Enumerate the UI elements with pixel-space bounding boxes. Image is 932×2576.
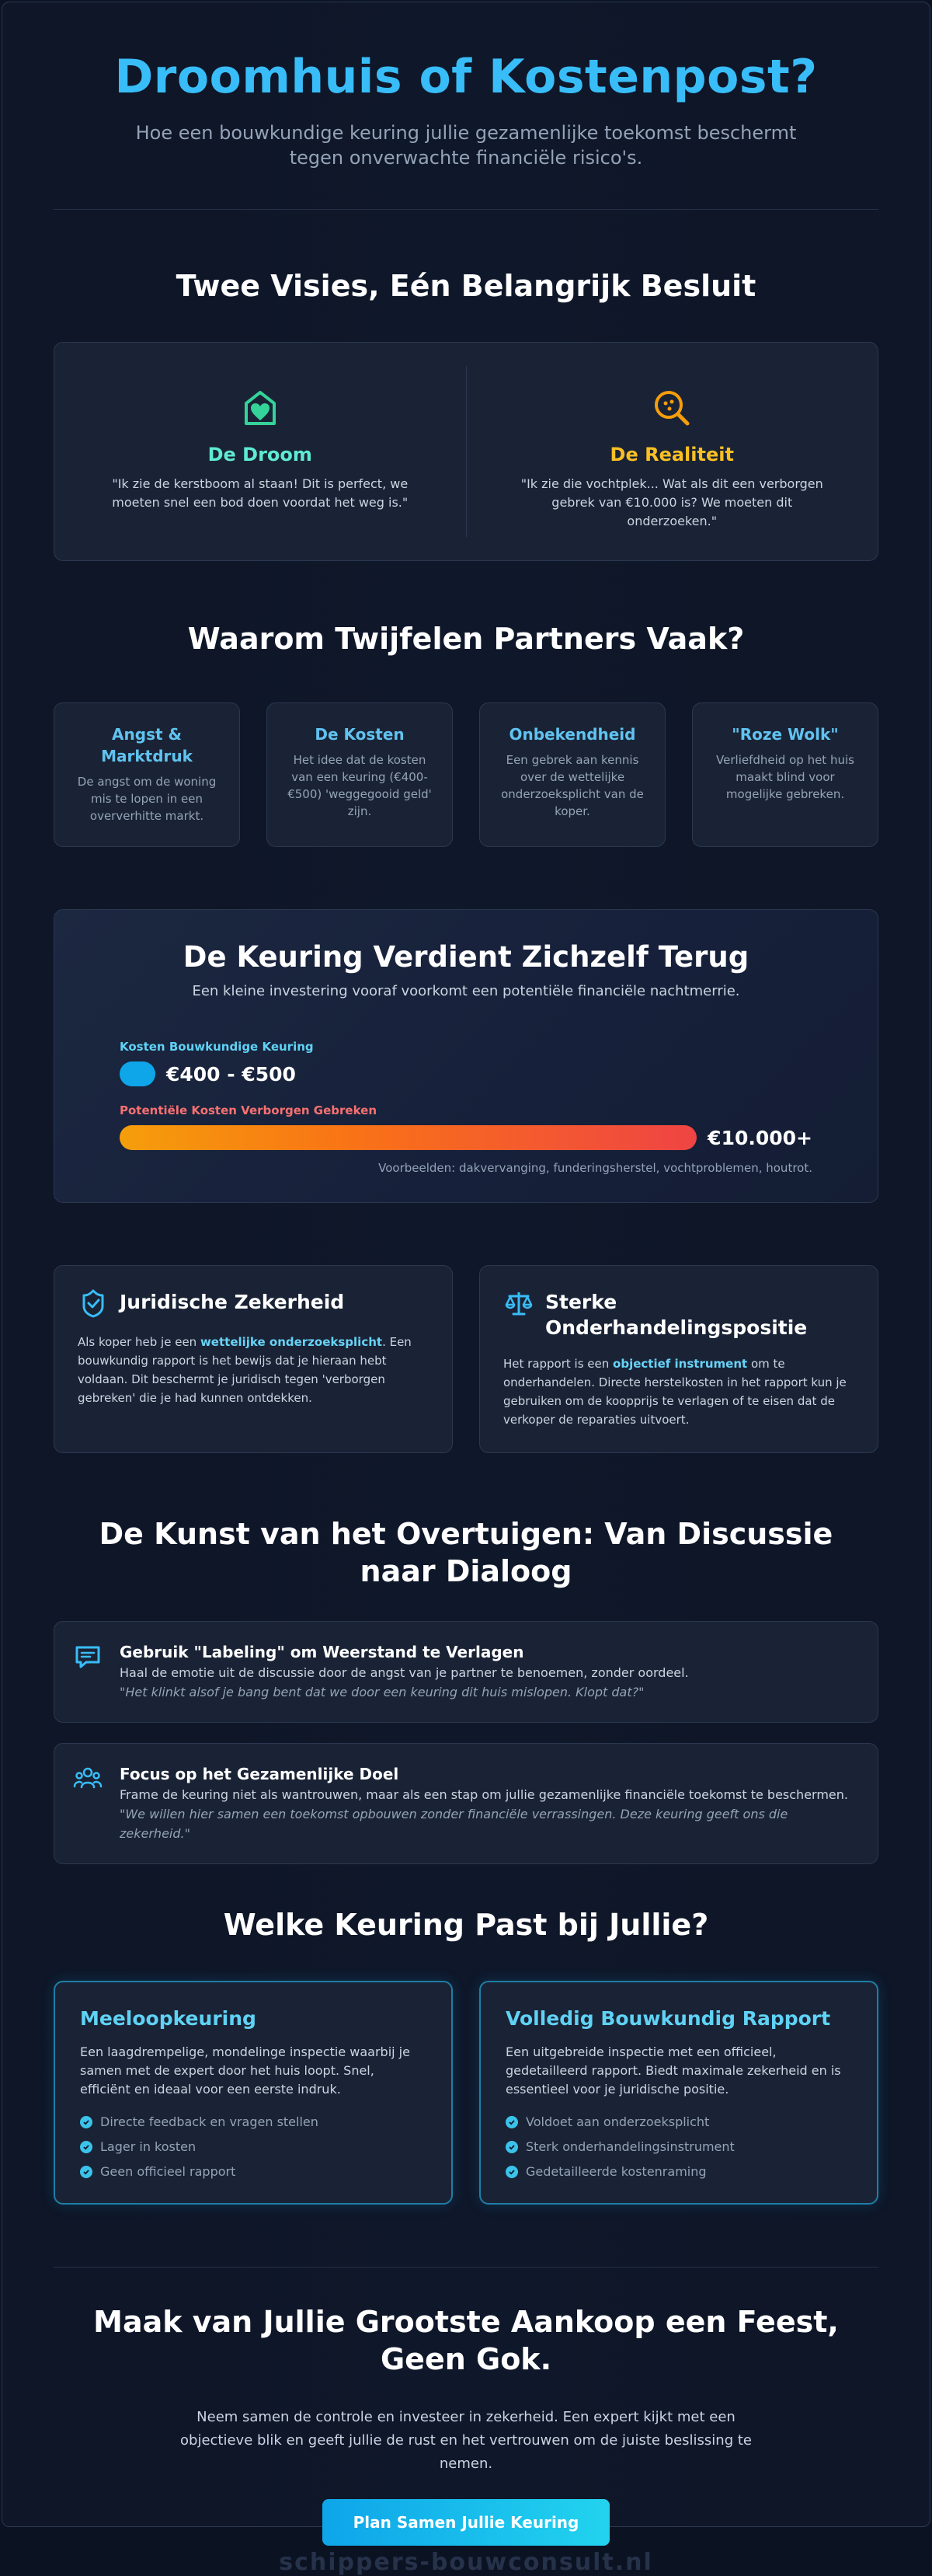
feature-item: Directe feedback en vragen stellen (80, 2114, 426, 2130)
check-icon (80, 2116, 92, 2128)
tip-card (54, 1743, 878, 1864)
reason-card (692, 702, 878, 847)
benefits-grid (54, 1265, 878, 1453)
reason-card (54, 702, 240, 847)
legal-highlight: wettelijke onderzoeksplicht (200, 1335, 383, 1349)
option-title: Volledig Bouwkundig Rapport (506, 2007, 831, 2030)
tip-title: Gebruik "Labeling" om Weerstand te Verlagen (120, 1643, 524, 1661)
reality-vision (467, 366, 878, 537)
defects-cost-label: Potentiële Kosten Verborgen Gebreken (120, 1103, 377, 1117)
reason-text: Een gebrek aan kennis over de wettelijke onderzoeksplicht van de koper. (501, 753, 644, 818)
cta-heading: Maak van Jullie Grootste Aankoop een Feest, Geen Gok. (93, 2305, 839, 2376)
persuasion-tips (54, 1621, 878, 1864)
option-card-full-report (479, 1981, 878, 2205)
divider (54, 2267, 878, 2268)
hero (54, 2, 878, 170)
reasons-heading: Waarom Twijfelen Partners Vaak? (187, 622, 745, 656)
reason-text: Verliefdheid op het huis maakt blind voor mogelijke gebreken. (716, 753, 854, 801)
option-title: Meeloopkeuring (80, 2007, 256, 2030)
cta-text: Neem samen de controle en investeer in zekerheid. Een expert kijkt met een objectieve blik en geeft jullie de rust en het vertrouwen om de juiste beslissing te nemen. (180, 2409, 752, 2472)
negotiation-benefit-text: Het rapport is een objectief instrument om te onderhandelen. Directe herstelkosten in het rapport kun je gebruiken om de koopprijs te verlagen of te eisen dat de verkoper de reparaties uitvoert. (503, 1357, 847, 1427)
negotiation-benefit-card (479, 1265, 878, 1453)
reason-card (479, 702, 666, 847)
inspection-cost-bar (120, 1061, 155, 1086)
shield-check-icon (78, 1288, 109, 1319)
legal-benefit-title: Juridische Zekerheid (120, 1291, 345, 1313)
users-icon (73, 1764, 103, 1793)
divider (54, 209, 878, 210)
option-features (506, 2114, 852, 2180)
reality-quote: "Ik zie die vochtplek... Wat als dit een verborgen gebrek van €10.000 is? We moeten dit onderzoeken." (520, 476, 823, 528)
reason-title: Onbekendheid (509, 725, 636, 744)
check-icon (506, 2141, 518, 2153)
reason-title: De Kosten (315, 725, 405, 744)
reasons-grid (54, 702, 878, 847)
cost-subtitle: Een kleine investering vooraf voorkomt een potentiële financiële nachtmerrie. (192, 983, 740, 999)
check-icon (506, 2166, 518, 2178)
option-text: Een laagdrempelige, mondelinge inspectie waarbij je samen met de expert door het huis loopt. Snel, efficiënt en ideaal voor een eerste indruk. (80, 2044, 410, 2097)
page-title: Droomhuis of Kostenpost? (114, 50, 818, 104)
tip-title: Focus op het Gezamenlijke Doel (120, 1765, 399, 1783)
defects-cost-bar (120, 1125, 697, 1150)
house-heart-icon (238, 386, 282, 430)
cost-heading: De Keuring Verdient Zichzelf Terug (183, 940, 749, 974)
visions-heading: Twee Visies, Eén Belangrijk Besluit (176, 269, 756, 303)
feature-item: Geen officieel rapport (80, 2164, 426, 2180)
negotiation-benefit-title: Sterke Onderhandelingspositie (545, 1291, 808, 1339)
tip-quote: "We willen hier samen een toekomst opbouwen zonder financiële verrassingen. Deze keuring geeft ons die zekerheid." (120, 1807, 788, 1841)
negotiation-highlight: objectief instrument (613, 1357, 748, 1371)
reason-text: De angst om de woning mis te lopen in een oververhitte markt. (77, 775, 217, 823)
tip-text: Haal de emotie uit de discussie door de angst van je partner te benoemen, zonder oordeel. (120, 1665, 689, 1680)
option-text: Een uitgebreide inspectie met een officieel, gedetailleerd rapport. Biedt maximale zekerheid en is essentieel voor je juridische positie. (506, 2044, 841, 2097)
tip-text: Frame de keuring niet als wantrouwen, maar als een stap om jullie gezamenlijke financiële toekomst te beschermen. (120, 1787, 848, 1802)
persuade-heading: De Kunst van het Overtuigen: Van Discussie naar Dialoog (99, 1517, 833, 1588)
dream-vision (54, 366, 466, 537)
dream-quote: "Ik zie de kerstboom al staan! Dit is perfect, we moeten snel een bod doen voordat het weg is." (112, 476, 409, 510)
feature-item: Lager in kosten (80, 2139, 426, 2155)
magnifier-icon (650, 386, 694, 430)
chat-icon (73, 1642, 103, 1671)
feature-item: Sterk onderhandelingsinstrument (506, 2139, 852, 2155)
check-icon (80, 2166, 92, 2178)
dream-title: De Droom (207, 444, 312, 465)
reason-text: Het idee dat de kosten van een keuring (€400-€500) 'weggegooid geld' zijn. (287, 753, 432, 818)
reason-title: "Roze Wolk" (732, 725, 839, 744)
call-to-action (54, 2267, 878, 2576)
scale-icon (503, 1288, 534, 1319)
inspection-cost-row (120, 1061, 812, 1086)
reality-title: De Realiteit (610, 444, 734, 465)
feature-item: Gedetailleerde kostenraming (506, 2164, 852, 2180)
option-card-walkthrough (54, 1981, 453, 2205)
legal-benefit-card (54, 1265, 453, 1453)
defects-cost-row (120, 1125, 812, 1150)
inspection-options (54, 1981, 878, 2205)
feature-item: Voldoet aan onderzoeksplicht (506, 2114, 852, 2130)
reason-card (266, 702, 453, 847)
inspection-cost-label: Kosten Bouwkundige Keuring (120, 1040, 314, 1054)
infographic-frame (2, 2, 930, 2576)
check-icon (80, 2141, 92, 2153)
defects-cost-value: €10.000+ (708, 1126, 812, 1149)
reason-title: Angst & Marktdruk (101, 725, 193, 765)
website-watermark: schippers-bouwconsult.nl (279, 2549, 653, 2576)
check-icon (506, 2116, 518, 2128)
tip-card (54, 1621, 878, 1723)
cost-comparison-card (54, 909, 878, 1203)
page-subtitle: Hoe een bouwkundige keuring jullie gezamenlijke toekomst beschermt tegen onverwachte financiële risico's. (135, 122, 797, 169)
legal-benefit-text: Als koper heb je een wettelijke onderzoeksplicht. Een bouwkundig rapport is het bewijs dat je hieraan hebt voldaan. Dit beschermt je juridisch tegen 'verborgen gebreken' die je had kunnen ontdekken. (78, 1335, 412, 1405)
inspection-cost-value: €400 - €500 (166, 1062, 296, 1086)
cost-examples: Voorbeelden: dakvervanging, funderingsherstel, vochtproblemen, houtrot. (378, 1161, 812, 1175)
plan-inspection-button[interactable]: Plan Samen Jullie Keuring (322, 2499, 610, 2546)
options-heading: Welke Keuring Past bij Jullie? (223, 1908, 709, 1942)
visions-card (54, 342, 878, 561)
tip-quote: "Het klinkt alsof je bang bent dat we door een keuring dit huis mislopen. Klopt dat?" (120, 1685, 645, 1699)
option-features (80, 2114, 426, 2180)
